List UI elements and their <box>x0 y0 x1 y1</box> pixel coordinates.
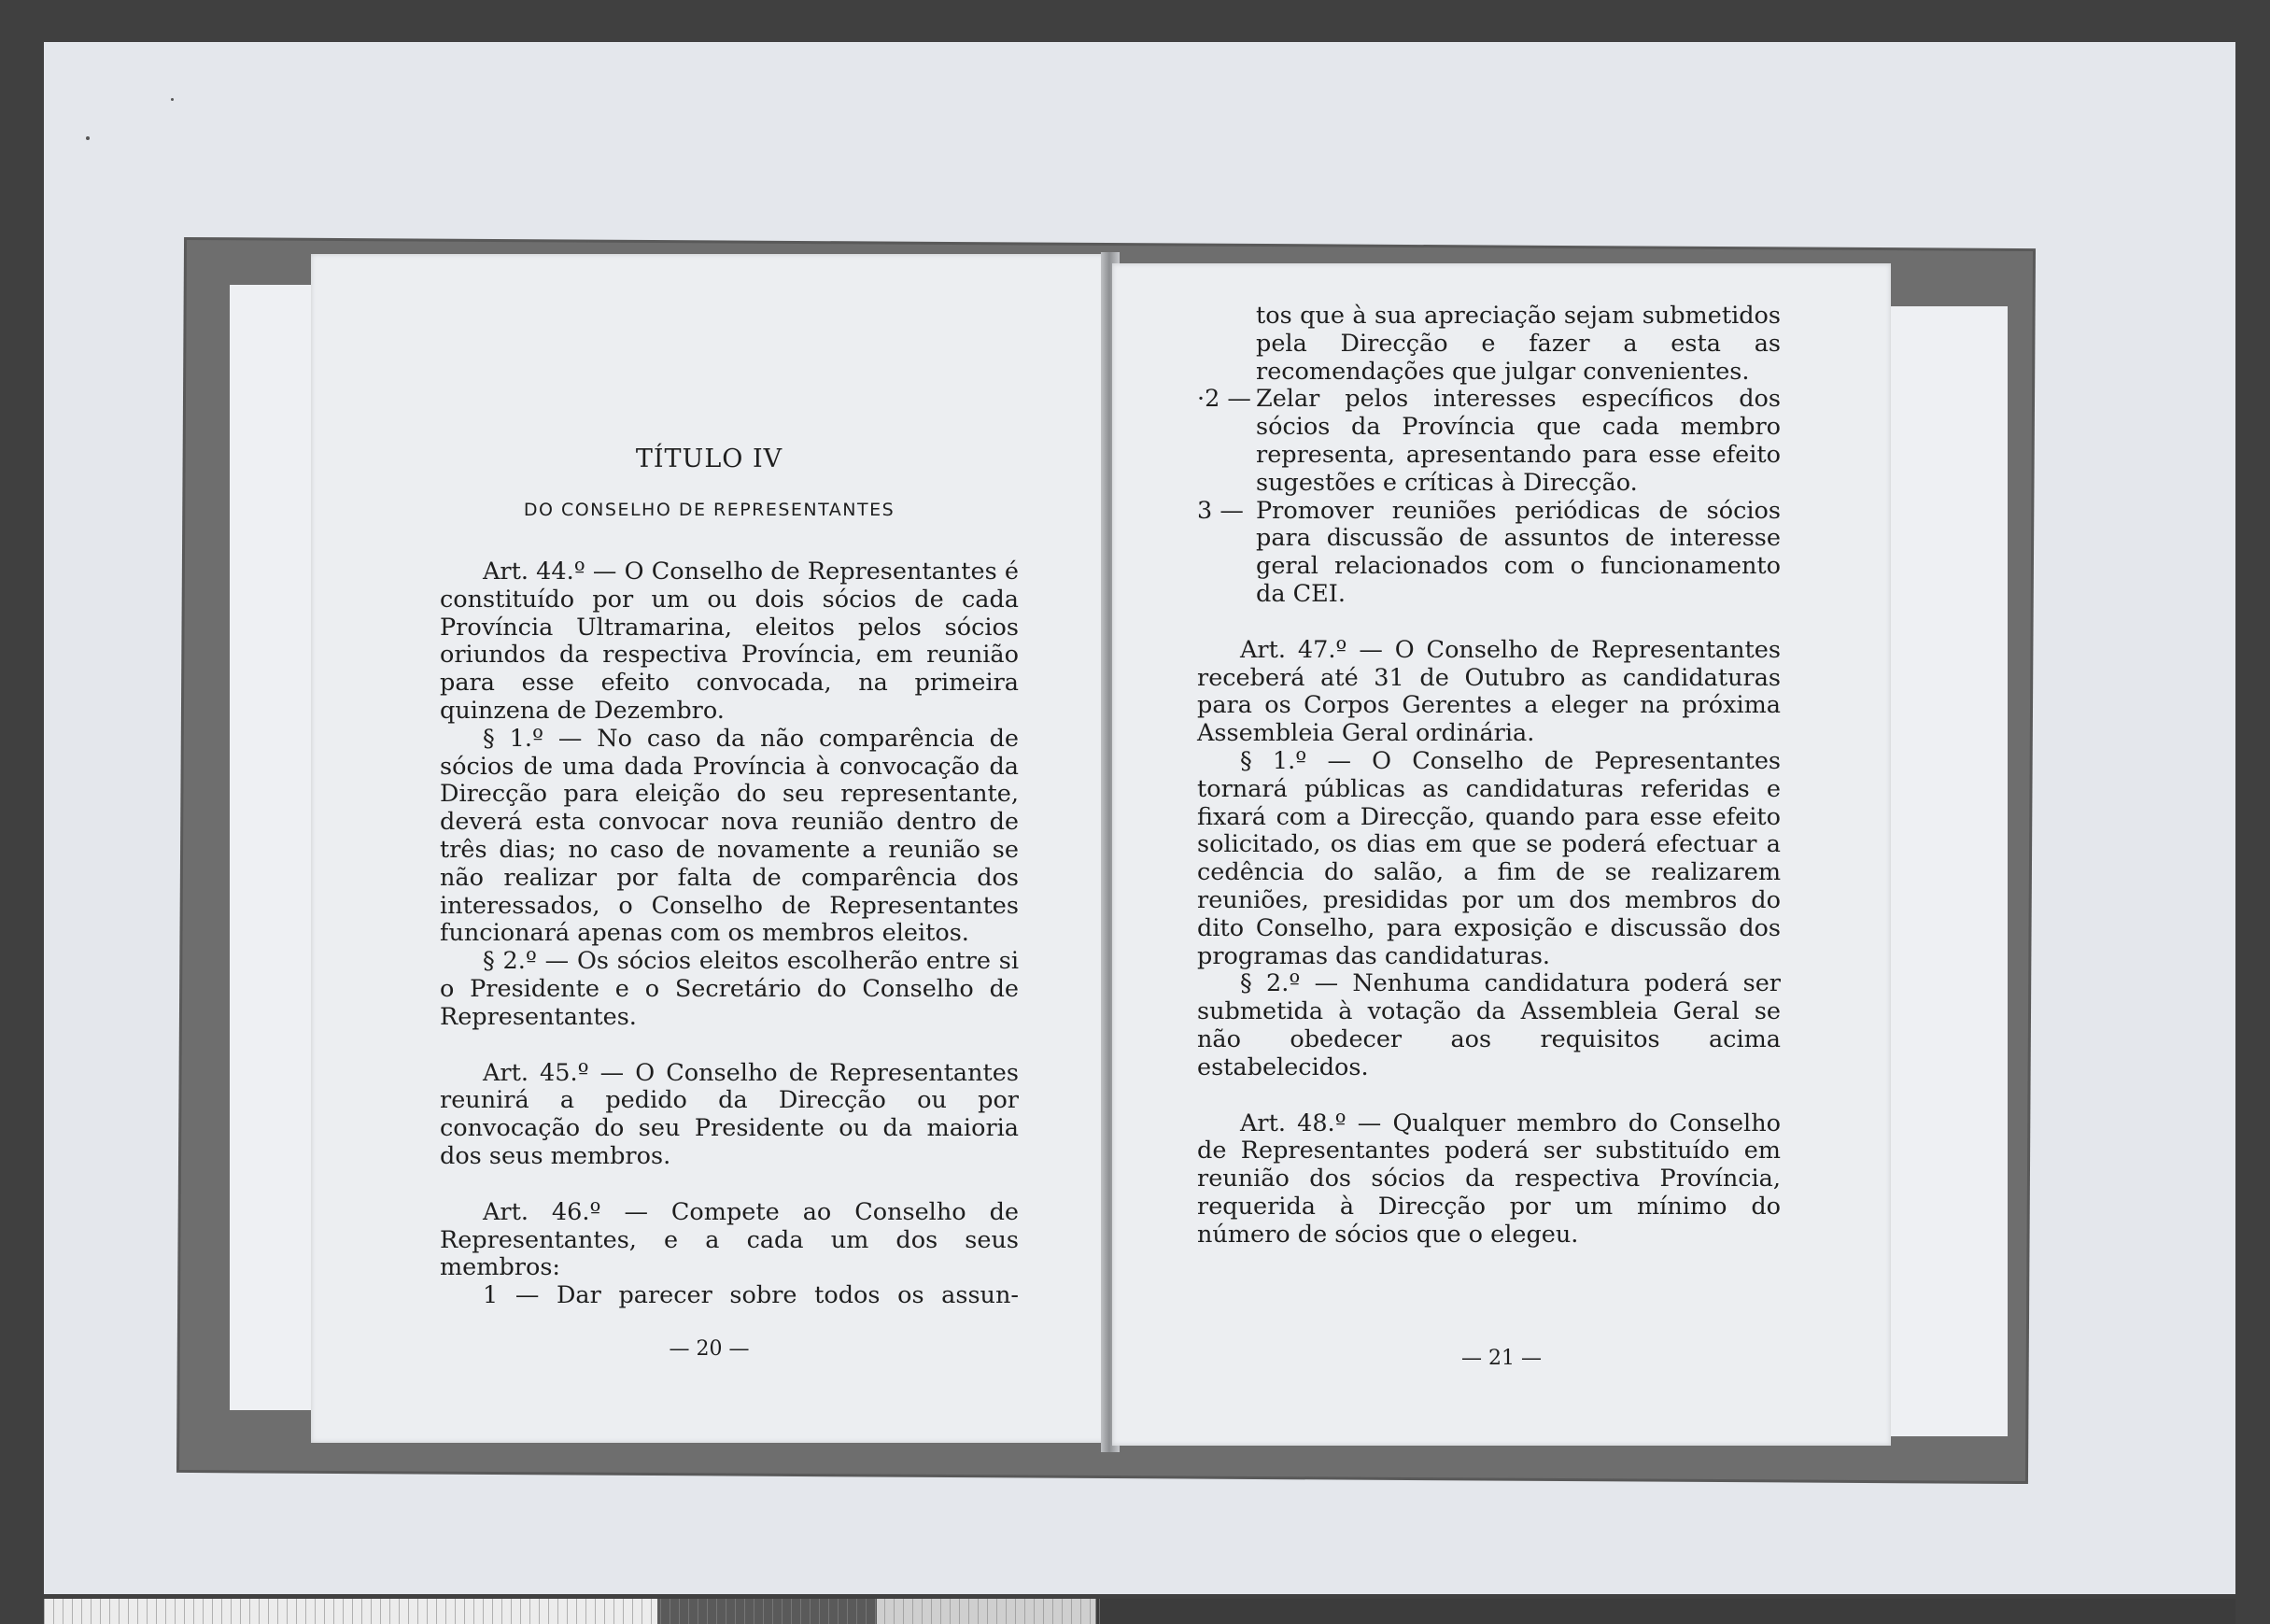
article-46: Art. 46.º — Compete ao Conselho de Representantes, e a cada um dos seus membros: <box>440 1197 1019 1282</box>
page-right <box>1112 263 1891 1446</box>
article-47-paragraph-2: § 2.º — Nenhuma candidatura poderá ser submetida à votação da Assembleia Geral se não obedecer aos requisitos acima estabelecidos. <box>1197 969 1781 1081</box>
article-44-paragraph-2: § 2.º — Os sócios eleitos escolherão entre si o Presidente e o Secretário do Conselho de Representantes. <box>440 947 1019 1031</box>
scan-speck <box>86 136 90 140</box>
article-48: Art. 48.º — Qualquer membro do Conselho de Representantes poderá ser substituído em reunião dos sócios da respectiva Província, requerida à Direcção por um mínimo do número de sócios que o elegeu. <box>1197 1109 1781 1249</box>
article-44-paragraph-1: § 1.º — No caso da não comparência de sócios de uma dada Província à convocação da Direcção para eleição do seu representante, deverá esta convocar nova reunião dentro de três dias; no caso de novamente a reunião se não realizar por falta de comparência dos interessados, o Conselho de Representantes funcionará apenas com os membros eleitos. <box>440 724 1019 948</box>
ruler-ticks <box>44 1599 1108 1624</box>
page-left <box>311 254 1107 1443</box>
article-46-item-2: ·2 — Zelar pelos interesses específicos dos sócios da Província que cada membro representa, apresentando para esse efeito sugestões e críticas à Direcção. <box>1197 385 1781 497</box>
article-46-item-3: 3 — Promover reuniões periódicas de sócios para discussão de assuntos de interesse geral relacionados com o funcionamento da CEI. <box>1197 496 1781 608</box>
section-heading: DO CONSELHO DE REPRESENTANTES <box>523 500 895 520</box>
endpaper-right <box>1886 306 2008 1436</box>
scan-ruler <box>44 1599 2235 1624</box>
article-46-item-1-continued: tos que à sua apreciação sejam submetidos pela Direcção e fazer a esta as recomendações que julgar convenientes. <box>1256 302 1781 386</box>
article-45: Art. 45.º — O Conselho de Representantes reunirá a pedido da Direcção ou por convocação do seu Presidente ou da maioria dos seus membros. <box>440 1058 1019 1170</box>
page-title: TÍTULO IV <box>635 445 783 473</box>
right-text-column <box>1197 303 1781 1250</box>
article-47: Art. 47.º — O Conselho de Representantes receberá até 31 de Outubro as candidaturas para os Corpos Gerentes a eleger na próxima Assembleia Geral ordinária. <box>1197 635 1781 748</box>
page-number: — 20 — <box>669 1337 750 1361</box>
left-text-column <box>440 558 1019 1310</box>
scan-speck <box>171 98 174 101</box>
article-46-item-1: 1 — Dar parecer sobre todos os assun- <box>483 1281 1019 1310</box>
article-44: Art. 44.º — O Conselho de Representantes é constituído por um ou dois sócios de cada Província Ultramarina, eleitos pelos sócios oriundos da respectiva Província, em reunião para esse efeito convocada, na primeira quinzena de Dezembro. <box>440 558 1019 725</box>
article-47-paragraph-1: § 1.º — O Conselho de Pepresentantes tornará públicas as candidaturas referidas e fixará com a Direcção, quando para esse efeito solicitado, os dias em que se poderá efectuar a cedência do salão, a fim de se realizarem reuniões, presididas por um dos membros do dito Conselho, para exposição e discussão dos programas das candidaturas. <box>1197 746 1781 970</box>
page-number: — 21 — <box>1461 1347 1542 1370</box>
